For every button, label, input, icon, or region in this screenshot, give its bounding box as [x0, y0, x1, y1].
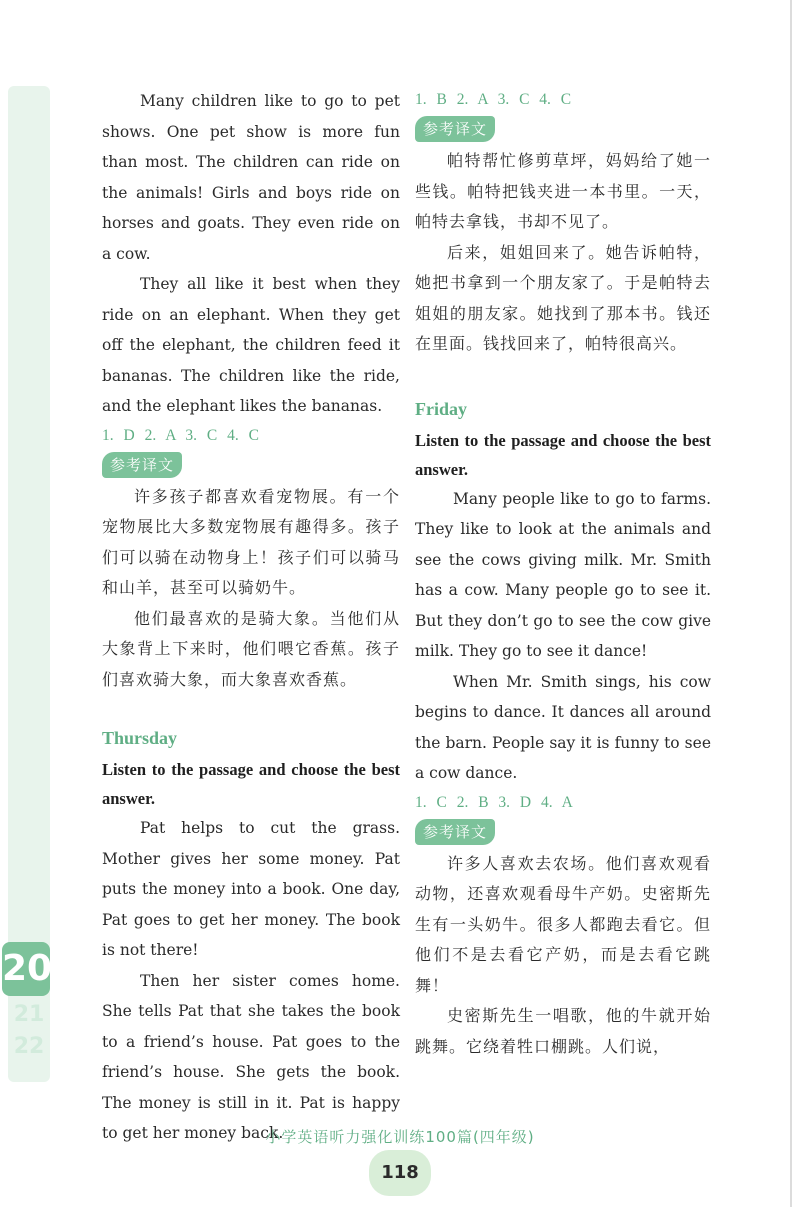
passage-paragraph: Pat helps to cut the grass. Mother gives her some money. Pat puts the money into a book. One day, Pat goes to get her money. The book is not there!	[102, 819, 400, 959]
chapter-tab[interactable]: 21	[13, 1002, 45, 1027]
day-heading: Friday	[415, 398, 467, 419]
translation-paragraph: 他们最喜欢的是骑大象。当他们从大象背上下来时，他们喂它香蕉。孩子们喜欢骑大象，而大象喜欢香蕉。	[102, 608, 400, 689]
page-number: 118	[369, 1150, 431, 1196]
book-title: 小学英语听力强化训练100篇(四年级)	[265, 1128, 535, 1146]
passage-paragraph: When Mr. Smith sings, his cow begins to dance. It dances all around the barn. People say it is funny to see a cow dance.	[415, 672, 711, 782]
passage-paragraph: They all like it best when they ride on an elephant. When they get off the elephant, the children feed it bananas. The children like the ride, and the elephant likes the bananas.	[102, 275, 400, 415]
translation-paragraph: 帕特帮忙修剪草坪，妈妈给了她一些钱。帕特把钱夹进一本书里。一天，帕特去拿钱，书却不见了。	[415, 151, 711, 231]
passage-paragraph: Then her sister comes home. She tells Pat that she takes the book to a friend’s house. Pat goes to the friend’s house. She gets the book. The money is still in it. Pat is happy to get her money back.	[102, 971, 400, 1142]
answer-key: 1. C 2. B 3. D 4. A	[415, 793, 573, 811]
answer-key: 1. D 2. A 3. C 4. C	[102, 426, 259, 444]
chapter-tab[interactable]: 22	[13, 1034, 45, 1059]
page-edge-line	[790, 0, 792, 1207]
exercise-instruction: Listen to the passage and choose the best answer.	[415, 430, 711, 479]
translation-badge: 参考译文	[102, 452, 182, 478]
passage-paragraph: Many children like to go to pet shows. One pet show is more fun than most. The children can ride on the animals! Girls and boys ride on horses and goats. They even ride on a cow.	[102, 92, 400, 263]
answer-key: 1. B 2. A 3. C 4. C	[415, 91, 572, 108]
translation-paragraph: 后来，姐姐回来了。她告诉帕特，她把书拿到一个朋友家了。于是帕特去姐姐的朋友家。她找到了那本书。钱还在里面。钱找回来了，帕特很高兴。	[415, 242, 711, 353]
chapter-tab-active[interactable]: 20	[2, 942, 50, 996]
exercise-instruction: Listen to the passage and choose the best answer.	[102, 760, 400, 808]
chapter-tab-strip	[2, 86, 53, 1082]
right-column	[415, 86, 711, 1062]
translation-paragraph: 许多人喜欢去农场。他们喜欢观看动物，还喜欢观看母牛产奶。史密斯先生有一头奶牛。很多人都跑去看它。但他们不是去看它产奶，而是去看它跳舞！	[415, 853, 711, 995]
translation-paragraph: 许多孩子都喜欢看宠物展。有一个宠物展比大多数宠物展有趣得多。孩子们可以骑在动物身上！孩子们可以骑马和山羊，甚至可以骑奶牛。	[102, 486, 400, 597]
day-heading: Thursday	[102, 728, 178, 748]
passage-paragraph: Many people like to go to farms. They like to look at the animals and see the cows giving milk. Mr. Smith has a cow. Many people go to see it. But they don’t go to see the cow give milk. They go to see it dance!	[415, 489, 711, 660]
translation-paragraph: 史密斯先生一唱歌，他的牛就开始跳舞。它绕着牲口棚跳。人们说，	[415, 1006, 711, 1056]
left-column	[102, 86, 400, 1149]
translation-badge: 参考译文	[415, 819, 495, 845]
translation-badge: 参考译文	[415, 116, 495, 142]
